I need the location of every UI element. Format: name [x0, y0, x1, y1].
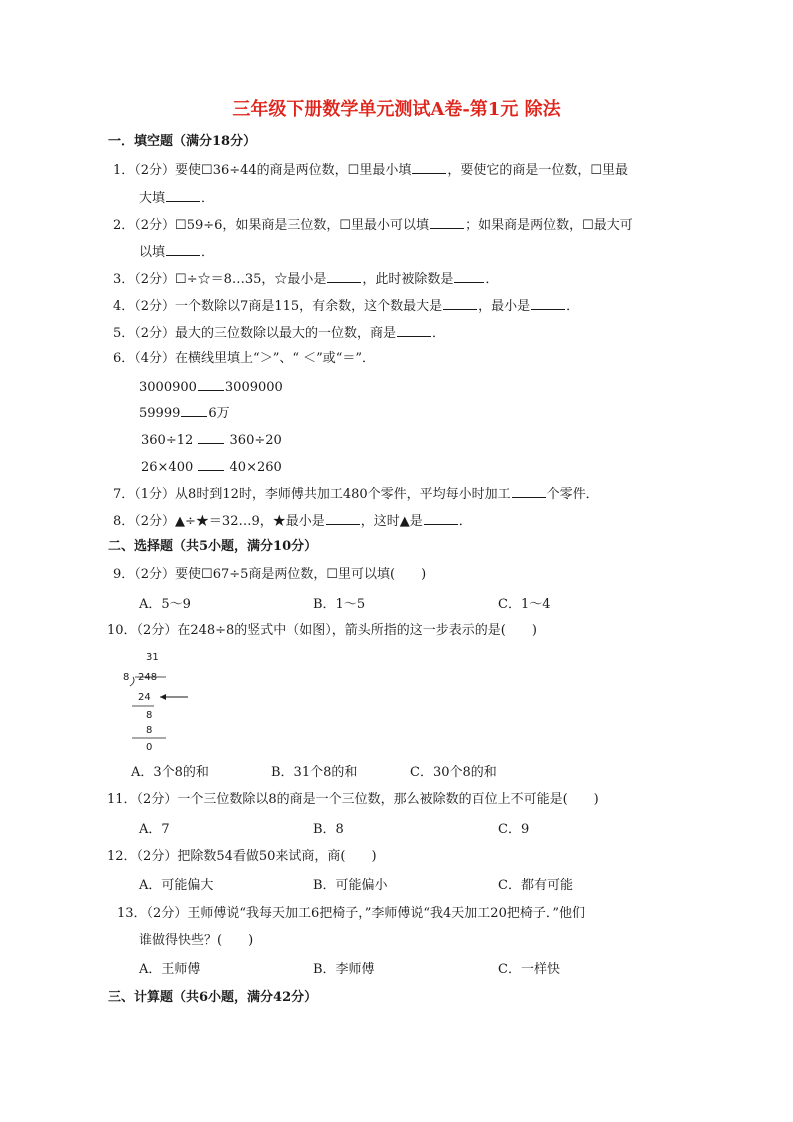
question-4	[113, 296, 579, 316]
quotient: 31	[146, 652, 159, 663]
long-division-figure	[118, 650, 198, 760]
q1-blank-1[interactable]	[412, 160, 446, 174]
question-9: 9．（2分）要使☐67÷5商是两位数，☐里可以填( )	[113, 567, 427, 582]
q6-row-3	[141, 430, 282, 450]
q10-option-a[interactable]: A．3个8的和	[131, 765, 209, 780]
section-heading-choice: 二、选择题（共5小题，满分10分）	[108, 539, 318, 554]
q8-text-a: 8．（2分）▲÷★＝32…9，★最小是	[113, 514, 325, 529]
q10-option-b[interactable]: B．31个8的和	[271, 765, 358, 780]
q4-text-a: 4．（2分）一个数除以7商是115，有余数，这个数最大是	[113, 299, 443, 314]
q11-option-c[interactable]: C．9	[498, 822, 530, 837]
q4-blank-1[interactable]	[443, 296, 477, 310]
q2-text-a: 2．（2分）☐59÷6，如果商是三位数，☐里最小可以填	[113, 218, 430, 233]
question-2-cont	[139, 242, 214, 262]
q6-row-3-right: 360÷20	[229, 433, 282, 448]
q6-row-4-left: 26×400	[141, 460, 194, 475]
q3-blank-1[interactable]	[327, 269, 361, 283]
q9-option-a[interactable]: A．5～9	[139, 597, 191, 612]
q6-row-2-right: 6万	[208, 406, 230, 421]
q6-row-2-left: 59999	[139, 406, 181, 421]
page-title: 三年级下册数学单元测试A卷-第1元 除法	[232, 99, 561, 120]
q3-text-b: ，此时被除数是	[362, 272, 454, 287]
dividend: 248	[138, 672, 158, 683]
q1-text-c: 大填	[139, 191, 166, 206]
question-7	[113, 484, 599, 504]
q4-text-c: ．	[566, 299, 580, 314]
q6-row-1	[139, 377, 283, 397]
q12-option-b[interactable]: B．可能偏小	[313, 878, 388, 893]
question-1	[113, 160, 628, 180]
remainder-2: 0	[146, 742, 153, 753]
q7-blank-1[interactable]	[512, 484, 546, 498]
q6-row-4-blank[interactable]	[198, 457, 224, 471]
q2-blank-2[interactable]	[166, 242, 200, 256]
q13-option-b[interactable]: B．李师傅	[313, 962, 375, 977]
question-10: 10．（2分）在248÷8的竖式中（如图），箭头所指的这一步表示的是( )	[107, 623, 537, 638]
q8-text-c: ．	[458, 514, 472, 529]
question-12: 12．（2分）把除数54看做50来试商，商( )	[107, 849, 377, 864]
section-heading-fill-blank: 一．填空题（满分18分）	[108, 134, 257, 149]
q12-option-a[interactable]: A．可能偏大	[139, 878, 214, 893]
q8-text-b: ，这时▲是	[360, 514, 423, 529]
step-1-product: 24	[138, 692, 151, 703]
q6-row-1-left: 3000900	[139, 380, 197, 395]
q5-text-a: 5．（2分）最大的三位数除以最大的一位数，商是	[113, 326, 397, 341]
q7-text-a: 7．（1分）从8时到12时，李师傅共加工480个零件，平均每小时加工	[113, 487, 511, 502]
question-2	[113, 215, 633, 235]
section-heading-calculation: 三、计算题（共6小题，满分42分）	[108, 990, 318, 1005]
q1-text-b: ，要使它的商是一位数，☐里最	[447, 163, 628, 178]
q2-text-d: ．	[201, 245, 215, 260]
q1-text-d: ．	[201, 191, 215, 206]
q6-row-1-blank[interactable]	[198, 377, 224, 391]
step-2-product: 8	[146, 725, 153, 736]
q8-blank-1[interactable]	[326, 511, 360, 525]
q2-blank-1[interactable]	[430, 215, 464, 229]
question-6: 6．（4分）在横线里填上“＞”、“ ＜”或“＝”．	[113, 351, 376, 366]
question-5	[113, 323, 445, 343]
divisor: 8	[123, 672, 130, 683]
q2-text-b: ；如果商是两位数，☐最大可	[465, 218, 633, 233]
question-13: 13．（2分）王师傅说“我每天加工6把椅子，”李师傅说“我4天加工20把椅子．”他们	[117, 906, 585, 921]
q9-option-b[interactable]: B．1～5	[313, 597, 366, 612]
q4-text-b: ，最小是	[478, 299, 531, 314]
q10-option-c[interactable]: C．30个8的和	[410, 765, 497, 780]
q11-option-a[interactable]: A．7	[139, 822, 170, 837]
q5-blank-1[interactable]	[397, 323, 431, 337]
q1-blank-2[interactable]	[166, 188, 200, 202]
question-3	[113, 269, 498, 289]
q2-text-c: 以填	[139, 245, 166, 260]
question-11: 11．（2分）一个三位数除以8的商是一个三位数，那么被除数的百位上不可能是( )	[107, 792, 599, 807]
q6-row-3-left: 360÷12	[141, 433, 194, 448]
question-1-cont	[139, 188, 214, 208]
q8-blank-2[interactable]	[424, 511, 458, 525]
q3-text-c: ．	[485, 272, 499, 287]
q6-row-3-blank[interactable]	[198, 430, 224, 444]
remainder-1: 8	[146, 710, 153, 721]
q6-row-2	[139, 403, 230, 423]
q6-row-4	[141, 457, 282, 477]
question-13-cont: 谁做得快些？( )	[139, 933, 254, 948]
q9-option-c[interactable]: C．1～4	[498, 597, 551, 612]
q3-text-a: 3．（2分）☐÷☆＝8…35，☆最小是	[113, 272, 327, 287]
q13-option-a[interactable]: A．王师傅	[139, 962, 201, 977]
q6-row-1-right: 3009000	[224, 380, 283, 395]
question-8	[113, 511, 472, 531]
q12-option-c[interactable]: C．都有可能	[498, 878, 573, 893]
q7-text-b: 个零件．	[546, 487, 599, 502]
q6-row-4-right: 40×260	[229, 460, 282, 475]
q6-row-2-blank[interactable]	[181, 403, 207, 417]
division-lines	[118, 650, 198, 760]
q11-option-b[interactable]: B．8	[313, 822, 344, 837]
q13-option-c[interactable]: C．一样快	[498, 962, 560, 977]
q3-blank-2[interactable]	[454, 269, 484, 283]
q4-blank-2[interactable]	[531, 296, 565, 310]
q1-text-a: 1．（2分）要使☐36÷44的商是两位数，☐里最小填	[113, 163, 412, 178]
q5-text-b: ．	[432, 326, 446, 341]
